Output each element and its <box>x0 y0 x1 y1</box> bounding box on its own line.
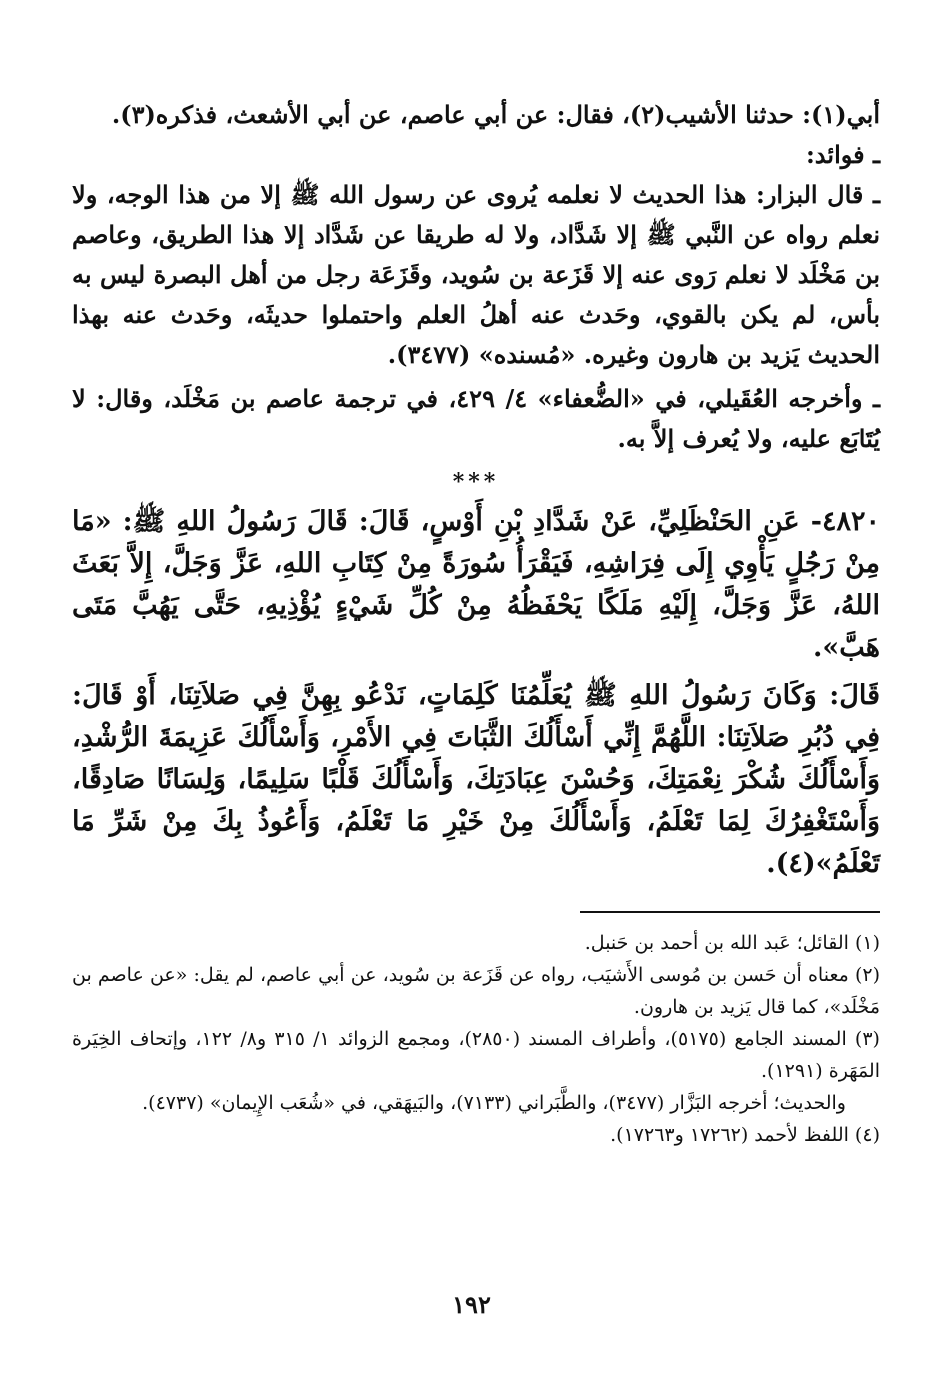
hadith-text-first: ٤٨٢٠- عَنِ الحَنْظَلِيِّ، عَنْ شَدَّادِ بْنِ أَوْسٍ، قَالَ: قَالَ رَسُولُ اللهِ ﷺ: «مَا مِنْ رَجُلٍ يَأْوِي إِلَى فِرَاشِهِ، فَيَقْرَأُ سُورَةً مِنْ كِتَابِ اللهِ، عَزَّ وَجَلَّ، إِلاَّ بَعَثَ اللهُ، عَزَّ وَجَلَّ، إِلَيْهِ مَلَكًا يَحْفَظُهُ مِنْ كُلِّ شَيْءٍ يُؤْذِيهِ، حَتَّى يَهُبَّ مَتَى هَبَّ». <box>72 506 880 663</box>
bazzar-paragraph: ـ قال البزار: هذا الحديث لا نعلمه يُروى عن رسول الله ﷺ إلا من هذا الوجه، ولا نعلم رواه عن النَّبي ﷺ إلا شَدَّاد، ولا له طريقا عن شَدَّاد إلا هذا الطريق، وعاصم بن مَخْلَد لا نعلم رَوى عنه إلا قَزَعة بن سُويد، وقَزَعَة رجل من أهل البصرة ليس به بأس، لم يكن بالقوي، وحَدث عنه أهلُ العلم واحتملوا حديثَه، وحَدث عنه بهذا الحديث يَزيد بن هارون وغيره. «مُسنده» (٣٤٧٧). <box>72 180 880 369</box>
uqayli-paragraph: ـ وأخرجه العُقَيلي، في «الضُّعفاء» ٤/ ٤٢٩، في ترجمة عاصم بن مَخْلَد، وقال: لا يُتَابَع عليه، ولا يُعرف إلاَّ به. <box>72 384 881 453</box>
opening-line: أبي(١): حدثنا الأشيب(٢)، فقال: عن أبي عاصم، عن أبي الأشعث، فذكره(٣). <box>111 100 880 129</box>
footnotes <box>72 927 880 1151</box>
benefits-heading: ـ فوائد: <box>805 140 880 169</box>
hadith-text-second: قَالَ: وَكَانَ رَسُولُ اللهِ ﷺ يُعَلِّمُنَا كَلِمَاتٍ، نَدْعُو بِهِنَّ فِي صَلاَتِنَا، أَوْ قَالَ: فِي دُبُرِ صَلاَتِنَا: اللَّهُمَّ إِنِّي أَسْأَلُكَ الثَّبَاتَ فِي الأَمْرِ، وَأَسْأَلُكَ عَزِيمَةَ الرُّشْدِ، وَأَسْأَلُكَ شُكْرَ نِعْمَتِكَ، وَحُسْنَ عِبَادَتِكَ، وَأَسْأَلُكَ قَلْبًا سَلِيمًا، وَلِسَانًا صَادِقًا، وَأَسْتَغْفِرُكَ لِمَا تَعْلَمُ، وَأَسْأَلُكَ مِنْ خَيْرِ مَا تَعْلَمُ، وَأَعُوذُ بِكَ مِنْ شَرِّ مَا تَعْلَمُ»(٤). <box>72 680 880 879</box>
section-separator: *** <box>452 469 500 495</box>
footnote-3: (٣) المسند الجامع (٥١٧٥)، وأطراف المسند (٢٨٥٠)، ومجمع الزوائد ١/ ٣١٥ و٨/ ١٢٢، وإتحاف الخِيَرة المَهَرة (١٢٩١). <box>72 1028 880 1082</box>
commentary-section <box>72 95 880 459</box>
footnote-3-continued: والحديث؛ أخرجه البَزَّار (٣٤٧٧)، والطَّبَراني (٧١٣٣)، والبَيهَقي، في «شُعَب الإِيمان» (٤٧٣٧). <box>142 1092 846 1114</box>
page-number: ١٩٢ <box>452 1290 491 1319</box>
footnote-1: (١) القائل؛ عَبد الله بن أحمد بن حَنبل. <box>584 932 880 954</box>
page-content <box>72 95 880 1151</box>
footnote-4: (٤) اللفظ لأحمد (١٧٢٦٢ و١٧٢٦٣). <box>610 1124 880 1146</box>
footnote-2: (٢) معناه أن حَسن بن مُوسى الأَشيَب، رواه عن قَزَعة بن سُويد، عن أبي عاصم، لم يقل: «عن عاصم بن مَخْلَد»، كما قال يَزيد بن هارون. <box>72 964 880 1018</box>
footnote-divider <box>580 911 880 913</box>
hadith-section <box>72 501 880 885</box>
